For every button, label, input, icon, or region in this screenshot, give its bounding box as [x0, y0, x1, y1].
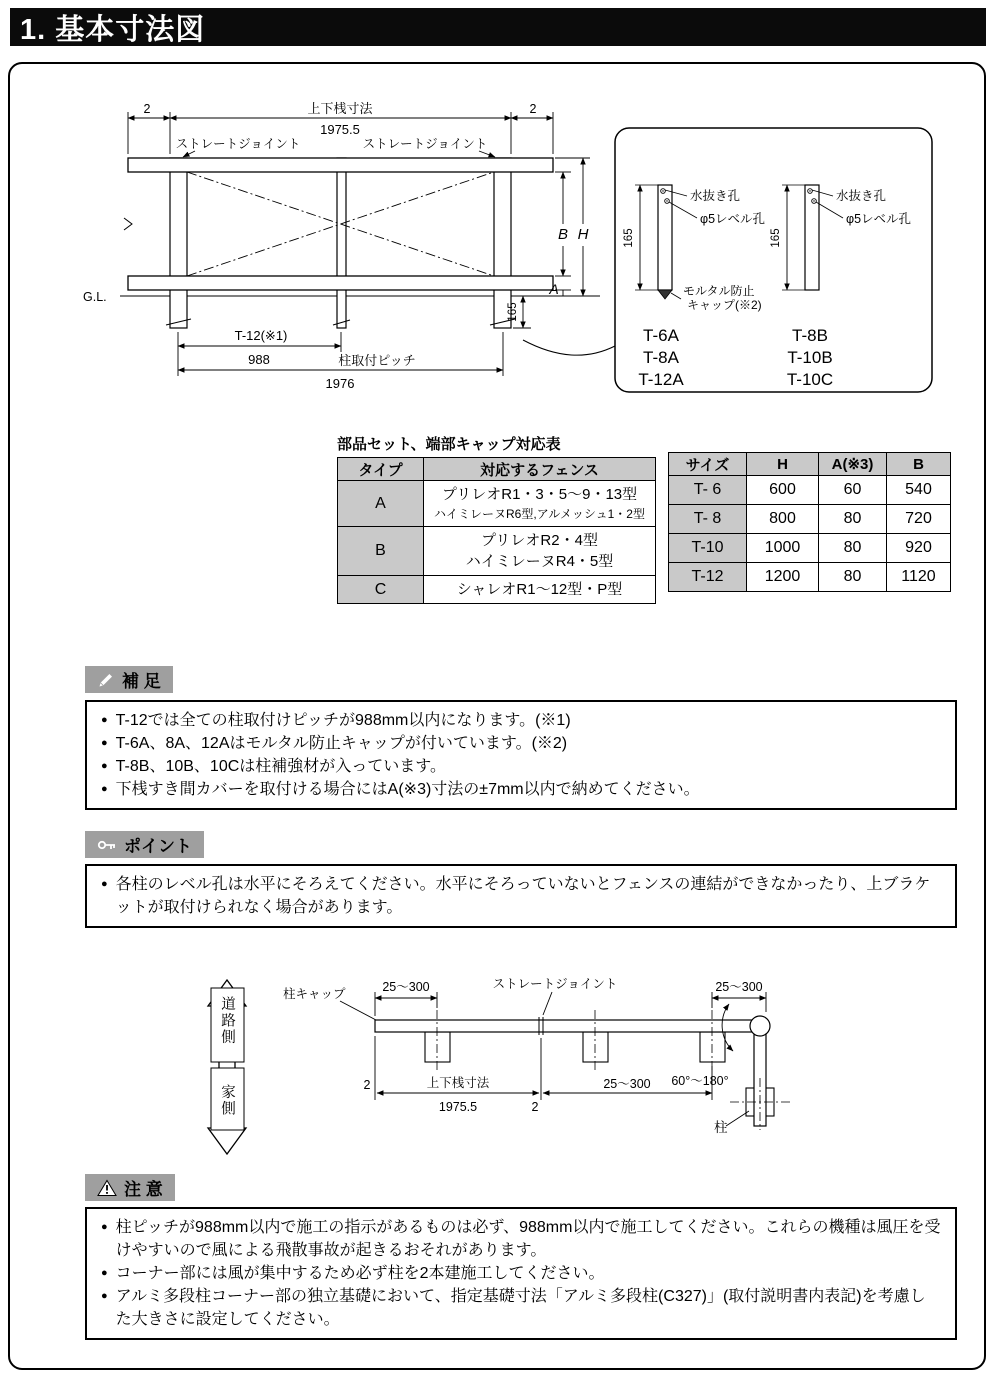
gl-label: G.L. [83, 290, 107, 304]
joint-label: ストレートジョイント [492, 977, 618, 991]
column-header: H [747, 453, 819, 476]
supplement-badge [85, 666, 173, 693]
level-hole-label-left: φ5レベル孔 [700, 212, 766, 226]
note-item [101, 1262, 941, 1285]
joint-label-left: ストレートジョイント [175, 137, 301, 151]
corner-joint [750, 1016, 770, 1036]
bullet-icon: ● [101, 737, 108, 749]
rail-dim-label: 上下桟寸法 [426, 1076, 490, 1090]
caution-box [85, 1207, 957, 1340]
top-dim-label: 上下桟寸法 [307, 101, 373, 116]
supplement-box [85, 700, 957, 810]
parts-cap-table [337, 457, 656, 604]
table-cell: 800 [747, 505, 819, 534]
fence-line: ハイミレーヌR4・5型 [465, 553, 614, 570]
fence-line: プリレオR2・4型 [481, 532, 598, 549]
table-row [338, 481, 656, 527]
model-t6a: T-6A [643, 326, 679, 345]
key-icon [97, 838, 117, 852]
note-text: コーナー部には風が集中するため必ず柱を2本建施工してください。 [115, 1265, 605, 1282]
table-cell: 1200 [747, 563, 819, 592]
note-item [101, 709, 941, 732]
dim-h: H [577, 226, 589, 243]
table-header-row [669, 453, 951, 476]
parts-table-section [337, 433, 656, 604]
post-leader [726, 1111, 749, 1126]
note-item [101, 1216, 941, 1262]
fence-line: ハイミレーヌR6型,アルメッシュ1・2型 [434, 507, 645, 521]
post-label: 柱 [714, 1120, 728, 1135]
model-t10c: T-10C [786, 370, 834, 389]
table-cell: 80 [819, 534, 887, 563]
table-row [669, 563, 951, 592]
note-text: 各柱のレベル孔は水平にそろえてください。水平にそろっていないとフェンスの連結ができなかったり、上ブラケットが取付けられなく場合があります。 [115, 876, 931, 916]
embed-dim-165: 165 [507, 302, 519, 322]
note-text: T-8B、10B、10Cは柱補強材が入っています。 [115, 758, 446, 775]
column-header: タイプ [338, 458, 424, 481]
post-cap-label: 柱キャップ [283, 987, 346, 1001]
break-symbol [124, 218, 132, 230]
supplement-badge-label: 補 足 [122, 672, 161, 691]
mortar-cap-label-2: キャップ(※2) [687, 298, 762, 312]
plan-diagram [200, 958, 800, 1168]
dim-165-right: 165 [770, 228, 782, 248]
size-cell: T-10 [669, 534, 747, 563]
point-badge [85, 831, 204, 858]
post-detail-box [615, 128, 932, 392]
fence-line: プリレオR1・3・5〜9・13型 [441, 486, 638, 503]
bullet-icon: ● [101, 1221, 108, 1233]
joint-leader-right [479, 151, 495, 157]
type-cell: C [338, 576, 424, 604]
dim-b: B [557, 226, 569, 243]
note-item [101, 873, 941, 919]
note-text: アルミ多段柱コーナー部の独立基礎において、指定基礎寸法「アルミ多段柱(C327)」(取付説明書内表記)を考慮した大きさに設定してください。 [115, 1288, 926, 1328]
column-header: B [887, 453, 951, 476]
joint-label-right: ストレートジョイント [362, 137, 488, 151]
caution-badge-label: 注 意 [124, 1180, 163, 1199]
table-cell: 80 [819, 505, 887, 534]
joint-leader-left [183, 151, 195, 157]
level-hole-label-right: φ5レベル孔 [846, 212, 912, 226]
note-text: 下桟すき間カバーを取付ける場合にはA(※3)寸法の±7mm以内で納めてください。 [115, 781, 700, 798]
parts-table-title: 部品セット、端部キャップ対応表 [337, 436, 561, 453]
table-header-row [338, 458, 656, 481]
table-row [669, 505, 951, 534]
road-side-label: 道路側 [219, 996, 235, 1046]
fence-cell [424, 576, 656, 604]
plan-rail [375, 1016, 770, 1126]
detail-connector [523, 340, 615, 355]
table-row [669, 534, 951, 563]
bullet-icon: ● [101, 760, 108, 772]
post-cap-leader [340, 1001, 376, 1020]
dim-1976: 1976 [325, 376, 355, 391]
gap-2-left: 2 [363, 1078, 371, 1092]
note-item [101, 755, 941, 778]
table-cell: 540 [887, 476, 951, 505]
table-cell: 1000 [747, 534, 819, 563]
point-box [85, 864, 957, 928]
section-header [10, 8, 986, 46]
dim-25-300-top-right: 25〜300 [715, 980, 763, 994]
bullet-icon: ● [101, 714, 108, 726]
model-t10b: T-10B [787, 348, 833, 367]
note-text: T-6A、8A、12Aはモルタル防止キャップが付いています。(※2) [115, 735, 568, 752]
house-side-label: 家側 [219, 1084, 235, 1117]
size-table [668, 452, 951, 592]
bullet-icon: ● [101, 878, 108, 890]
dim-25-300-top-left: 25〜300 [382, 980, 430, 994]
note-item [101, 778, 941, 801]
gap-dim-right: 2 [529, 102, 537, 116]
table-cell: 920 [887, 534, 951, 563]
model-t8b: T-8B [792, 326, 828, 345]
gap-2-right: 2 [531, 1100, 539, 1114]
size-table-section [668, 452, 951, 592]
caution-badge [85, 1174, 175, 1201]
size-cell: T- 6 [669, 476, 747, 505]
table-cell: 80 [819, 563, 887, 592]
column-header: サイズ [669, 453, 747, 476]
bullet-icon: ● [101, 1267, 108, 1279]
mortar-cap-label-1: モルタル防止 [683, 284, 755, 298]
bullet-icon: ● [101, 1290, 108, 1302]
drain-hole-label-left: 水抜き孔 [690, 189, 741, 203]
pitch-label: 柱取付ピッチ [338, 353, 416, 368]
fence-line: シャレオR1〜12型・P型 [456, 581, 623, 598]
elevation-diagram [75, 88, 960, 406]
table-row [338, 527, 656, 576]
type-cell: A [338, 481, 424, 527]
dim-25-300-bottom: 25〜300 [603, 1077, 651, 1091]
fence-cell [424, 527, 656, 576]
drain-hole-label-right: 水抜き孔 [836, 189, 887, 203]
model-t12a: T-12A [638, 370, 684, 389]
warning-icon [97, 1179, 117, 1197]
point-badge-label: ポイント [124, 837, 192, 856]
dim-165-left: 165 [623, 228, 635, 248]
note-item [101, 1285, 941, 1331]
pencil-icon [97, 671, 115, 689]
table-cell: 60 [819, 476, 887, 505]
fence-cell [424, 481, 656, 527]
plan-top-dims [375, 992, 766, 1016]
dim-988: 988 [248, 352, 270, 367]
top-dim-value: 1975.5 [320, 122, 360, 137]
type-cell: B [338, 527, 424, 576]
size-cell: T- 8 [669, 505, 747, 534]
joint-leader [543, 992, 552, 1015]
t12-note: T-12(※1) [234, 328, 288, 343]
size-cell: T-12 [669, 563, 747, 592]
table-cell: 600 [747, 476, 819, 505]
rail-dim-value: 1975.5 [438, 1100, 478, 1114]
gap-dim-left: 2 [143, 102, 151, 116]
bullet-icon: ● [101, 783, 108, 795]
table-cell: 720 [887, 505, 951, 534]
note-item [101, 732, 941, 755]
page-title: 1. 基本寸法図 [20, 13, 206, 46]
dim-a: A [549, 281, 559, 297]
column-header: A(※3) [819, 453, 887, 476]
column-header: 対応するフェンス [424, 458, 656, 481]
note-text: 柱ピッチが988mm以内で施工の指示があるものは必ず、988mm以内で施工してください。これらの機種は風圧を受けやすいので風による飛散事故が起きるおそれがあります。 [115, 1219, 941, 1259]
angle-range-label: 60°〜180° [671, 1074, 729, 1088]
model-t8a: T-8A [643, 348, 679, 367]
table-cell: 1120 [887, 563, 951, 592]
table-row [669, 476, 951, 505]
note-text: T-12では全ての柱取付けピッチが988mm以内になります。(※1) [115, 712, 571, 729]
table-row [338, 576, 656, 604]
